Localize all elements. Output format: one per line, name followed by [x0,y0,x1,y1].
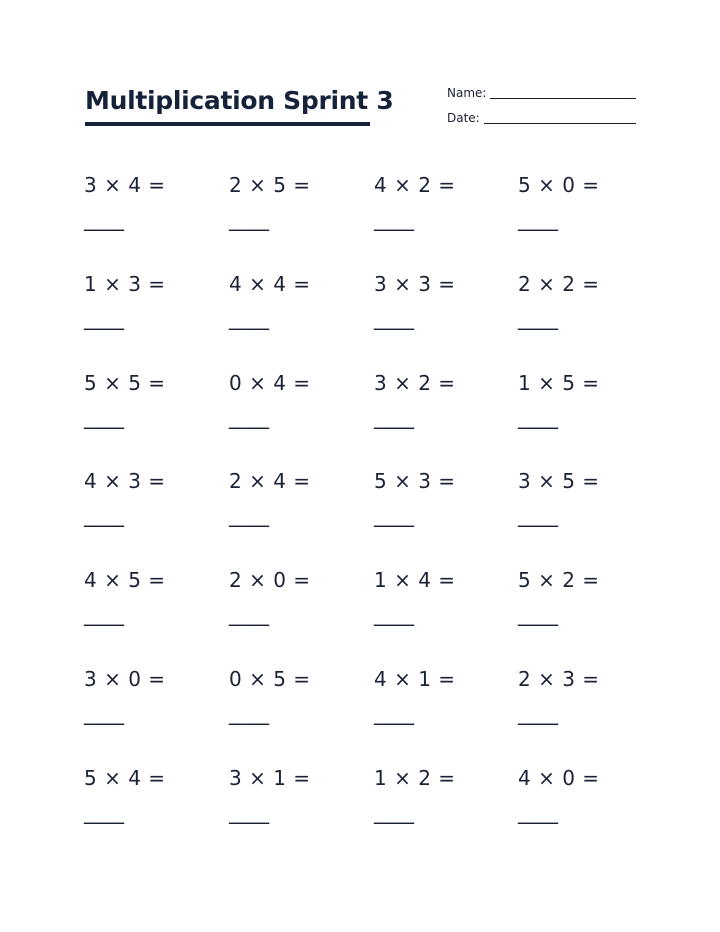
problem [84,267,209,335]
answer-blank[interactable]: ____ [374,700,414,725]
name-field[interactable] [447,85,636,101]
problem [518,366,643,434]
problem-expression: 4 × 3 = [84,469,166,494]
problem-expression: 4 × 5 = [84,568,166,593]
name-line[interactable] [490,98,636,99]
answer-blank[interactable]: ____ [229,602,269,627]
problem [374,366,499,434]
problem [518,464,643,532]
problem-expression: 1 × 2 = [374,765,456,790]
answer-blank[interactable]: ____ [518,503,558,528]
problem [229,563,354,631]
problem-row [84,563,664,662]
problem-row [84,366,664,465]
problem [518,267,643,335]
problem-row [84,168,664,267]
problem [374,662,499,730]
problem [518,563,643,631]
problem-expression: 0 × 4 = [229,370,311,395]
problem [84,662,209,730]
problem-row [84,761,664,860]
answer-blank[interactable]: ____ [229,503,269,528]
problem [518,761,643,829]
problem-expression: 4 × 2 = [374,173,456,197]
problem [229,464,354,532]
problem-expression: 3 × 0 = [84,666,166,691]
answer-blank[interactable]: ____ [374,602,414,627]
problem [374,761,499,829]
problem-expression: 3 × 3 = [374,271,456,296]
problem-expression: 1 × 4 = [374,568,456,593]
problem [229,168,354,236]
answer-blank[interactable]: ____ [229,700,269,725]
problem-expression: 3 × 1 = [229,765,311,790]
problem-expression: 2 × 5 = [229,173,311,197]
problem [374,464,499,532]
problem-expression: 0 × 5 = [229,666,311,691]
problem-expression: 5 × 2 = [518,568,600,593]
problem [84,464,209,532]
problem-expression: 1 × 3 = [84,271,166,296]
problem-grid [84,168,664,860]
name-label: Name: [447,86,487,100]
answer-blank[interactable]: ____ [518,207,558,231]
problem-expression: 2 × 2 = [518,271,600,296]
problem [84,761,209,829]
answer-blank[interactable]: ____ [84,799,124,824]
problem-expression: 5 × 3 = [374,469,456,494]
answer-blank[interactable]: ____ [229,799,269,824]
answer-blank[interactable]: ____ [229,207,269,231]
problem [229,662,354,730]
problem [229,267,354,335]
date-line[interactable] [484,123,636,124]
problem-row [84,267,664,366]
answer-blank[interactable]: ____ [518,404,558,429]
page-title: Multiplication Sprint 3 [85,86,394,115]
problem [518,168,643,236]
problem [374,168,499,236]
answer-blank[interactable]: ____ [229,305,269,330]
problem-expression: 4 × 1 = [374,666,456,691]
answer-blank[interactable]: ____ [84,503,124,528]
problem-expression: 3 × 4 = [84,173,166,197]
problem [84,168,209,236]
answer-blank[interactable]: ____ [84,305,124,330]
answer-blank[interactable]: ____ [518,700,558,725]
answer-blank[interactable]: ____ [229,404,269,429]
problem [374,267,499,335]
problem [229,366,354,434]
date-label: Date: [447,111,480,125]
problem [374,563,499,631]
problem-expression: 2 × 0 = [229,568,311,593]
problem-expression: 4 × 0 = [518,765,600,790]
answer-blank[interactable]: ____ [84,207,124,231]
problem-expression: 5 × 5 = [84,370,166,395]
problem [229,761,354,829]
problem-expression: 3 × 5 = [518,469,600,494]
problem-row [84,464,664,563]
problem-expression: 2 × 4 = [229,469,311,494]
problem-expression: 5 × 4 = [84,765,166,790]
problem-expression: 1 × 5 = [518,370,600,395]
answer-blank[interactable]: ____ [84,602,124,627]
answer-blank[interactable]: ____ [84,700,124,725]
answer-blank[interactable]: ____ [518,799,558,824]
answer-blank[interactable]: ____ [374,305,414,330]
worksheet-header [85,84,637,132]
answer-blank[interactable]: ____ [374,503,414,528]
problem-expression: 5 × 0 = [518,173,600,197]
problem [518,662,643,730]
answer-blank[interactable]: ____ [374,207,414,231]
title-underline [85,122,370,126]
problem-row [84,662,664,761]
problem-expression: 4 × 4 = [229,271,311,296]
answer-blank[interactable]: ____ [518,602,558,627]
problem [84,366,209,434]
answer-blank[interactable]: ____ [518,305,558,330]
answer-blank[interactable]: ____ [374,404,414,429]
problem-expression: 3 × 2 = [374,370,456,395]
answer-blank[interactable]: ____ [374,799,414,824]
date-field[interactable] [447,110,636,126]
problem-expression: 2 × 3 = [518,666,600,691]
answer-blank[interactable]: ____ [84,404,124,429]
problem [84,563,209,631]
